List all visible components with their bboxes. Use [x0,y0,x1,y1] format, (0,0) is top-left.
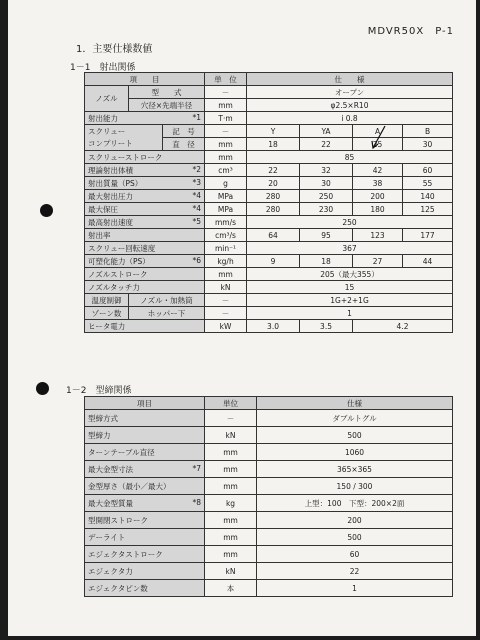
row-value: 1 [247,307,453,320]
row-label: 最大保圧 *4 [85,203,205,216]
cell-value: 230 [300,203,353,216]
row-unit: mm/s [205,216,247,229]
cell-value: 64 [247,229,300,242]
row-label: 射出率 [85,229,205,242]
header-unit: 単位 [205,397,257,410]
row-value: 85 [247,151,453,164]
row-unit: MPa [205,203,247,216]
row-value: 1060 [257,444,453,461]
cell-value: 22 [300,138,353,151]
header-spec: 仕 様 [247,73,453,86]
row-sublabel: 型 式 [129,86,205,99]
row-label: 型締力 [85,427,205,444]
cell-value: 42 [353,164,403,177]
row-label: エジェクタストローク [85,546,205,563]
row-unit: kW [205,320,247,333]
table-row [85,461,453,478]
injection-spec-table [84,72,453,333]
row-label: 金型厚さ（最小／最大） [85,478,205,495]
row-unit: kg [205,495,257,512]
cell-value: 4.2 [353,320,453,333]
row-unit: mm [205,529,257,546]
table-row [85,294,453,307]
cell-value: 177 [403,229,453,242]
row-unit: mm [205,478,257,495]
cell-value: 9 [247,255,300,268]
row-sublabel: 記 号 [163,125,205,138]
row-unit: mm [205,138,247,151]
row-value: 150 / 300 [257,478,453,495]
table-row [85,444,453,461]
row-label: エジェクタピン数 [85,580,205,597]
row-value: i 0.8 [247,112,453,125]
row-unit: － [205,125,247,138]
row-label: 射出質量（PS） *3 [85,177,205,190]
cell-value: 60 [403,164,453,177]
table-row [85,495,453,512]
table-row [85,190,453,203]
table-row [85,320,453,333]
row-value: 205（最大355） [247,268,453,281]
section-title-clamping: 1－2 型締関係 [66,386,132,396]
binder-hole [36,382,49,395]
row-value: 200 [257,512,453,529]
cell-value: 38 [353,177,403,190]
row-value: 365×365 [257,461,453,478]
table-row [85,86,453,99]
cell-value: 280 [247,203,300,216]
cell-value: 125 [403,203,453,216]
cell-value: 140 [403,190,453,203]
table-row [85,177,453,190]
row-unit: mm [205,268,247,281]
table-row [85,203,453,216]
row-label: 可塑化能力（PS） *6 [85,255,205,268]
row-unit: － [205,410,257,427]
header-item: 項目 [85,397,205,410]
row-label: ノズル [85,86,129,112]
row-value: ダブルトグル [257,410,453,427]
row-unit: － [205,307,247,320]
row-label: 最大射出圧力 *4 [85,190,205,203]
cell-value: 32 [300,164,353,177]
table-row [85,216,453,229]
table-row [85,255,453,268]
table-row [85,529,453,546]
main-heading: 1．主要仕様数値 [76,44,153,55]
table-row [85,112,453,125]
row-sublabel: ホッパー下 [129,307,205,320]
cell-value: 123 [353,229,403,242]
row-label: コンプリート [85,138,163,151]
row-value: 250 [247,216,453,229]
row-label: 温度制御 [85,294,129,307]
table-row [85,242,453,255]
row-unit: mm [205,444,257,461]
row-value: 500 [257,529,453,546]
header-unit: 単 位 [205,73,247,86]
row-label: スクリュー回転速度 [85,242,205,255]
table-row [85,268,453,281]
row-sublabel: 穴径×先端半径 [129,99,205,112]
row-unit: － [205,294,247,307]
row-label: 理論射出体積 *2 [85,164,205,177]
table-row [85,427,453,444]
cell-value: 25 [353,138,403,151]
table-row [85,512,453,529]
row-sublabel: ノズル・加熱筒 [129,294,205,307]
table-header-row [85,73,453,86]
table-row [85,478,453,495]
row-value: 15 [247,281,453,294]
table-row [85,281,453,294]
row-unit: kN [205,281,247,294]
cell-value: 20 [247,177,300,190]
cell-value: YA [300,125,353,138]
row-unit: kN [205,563,257,580]
table-row [85,410,453,427]
row-label: 最大金型質量 *8 [85,495,205,512]
row-value: 1 [257,580,453,597]
row-unit: mm [205,461,257,478]
table-header-row [85,397,453,410]
row-unit: MPa [205,190,247,203]
spec-sheet-page [8,0,476,636]
row-value: 367 [247,242,453,255]
row-label: ノズルストローク [85,268,205,281]
cell-value: A [353,125,403,138]
cell-value: B [403,125,453,138]
cell-value: 95 [300,229,353,242]
row-value: 500 [257,427,453,444]
cell-value: 250 [300,190,353,203]
cell-value: 18 [247,138,300,151]
cell-value: 30 [403,138,453,151]
cell-value: 3.0 [247,320,300,333]
table-row [85,229,453,242]
cell-value: 30 [300,177,353,190]
row-value: φ2.5×R10 [247,99,453,112]
row-value: 1G+2+1G [247,294,453,307]
row-label: 射出能力 *1 [85,112,205,125]
row-unit: g [205,177,247,190]
row-label: ノズルタッチ力 [85,281,205,294]
row-label: 型開閉ストローク [85,512,205,529]
header-item: 項 目 [85,73,205,86]
cell-value: 200 [353,190,403,203]
row-label: 最大金型寸法 *7 [85,461,205,478]
row-unit: mm [205,512,257,529]
row-label: デーライト [85,529,205,546]
row-unit: T·m [205,112,247,125]
row-label: スクリューストローク [85,151,205,164]
table-row [85,546,453,563]
row-unit: mm [205,546,257,563]
cell-value: Y [247,125,300,138]
row-label: 型締方式 [85,410,205,427]
row-label: 最高射出速度 *5 [85,216,205,229]
header-spec: 仕様 [257,397,453,410]
row-value: 22 [257,563,453,580]
clamping-spec-table [84,396,453,597]
section-title-injection: 1－1 射出関係 [70,63,136,73]
row-value: 上型：100 下型：200×2面 [257,495,453,512]
row-value: オープン [247,86,453,99]
table-row [85,164,453,177]
row-label: スクリュー [85,125,163,138]
row-unit: min⁻¹ [205,242,247,255]
row-label: ヒータ電力 [85,320,205,333]
row-value: 60 [257,546,453,563]
row-unit: cm³/s [205,229,247,242]
row-unit: － [205,86,247,99]
row-label: エジェクタ力 [85,563,205,580]
row-unit: 本 [205,580,257,597]
table-row [85,99,453,112]
table-row [85,580,453,597]
cell-value: 55 [403,177,453,190]
row-unit: cm³ [205,164,247,177]
cell-value: 44 [403,255,453,268]
cell-value: 180 [353,203,403,216]
row-label: ゾーン数 [85,307,129,320]
binder-hole [40,204,53,217]
row-unit: kN [205,427,257,444]
row-unit: mm [205,99,247,112]
row-unit: kg/h [205,255,247,268]
cell-value: 280 [247,190,300,203]
cell-value: 3.5 [300,320,353,333]
cell-value: 18 [300,255,353,268]
page-number: MDVR50X P-1 [367,26,454,37]
row-sublabel: 直 径 [163,138,205,151]
table-row [85,151,453,164]
table-row [85,307,453,320]
row-unit: mm [205,151,247,164]
cell-value: 27 [353,255,403,268]
row-label: ターンテーブル直径 [85,444,205,461]
handwritten-arrow-icon [363,124,403,152]
table-row [85,563,453,580]
cell-value: 22 [247,164,300,177]
